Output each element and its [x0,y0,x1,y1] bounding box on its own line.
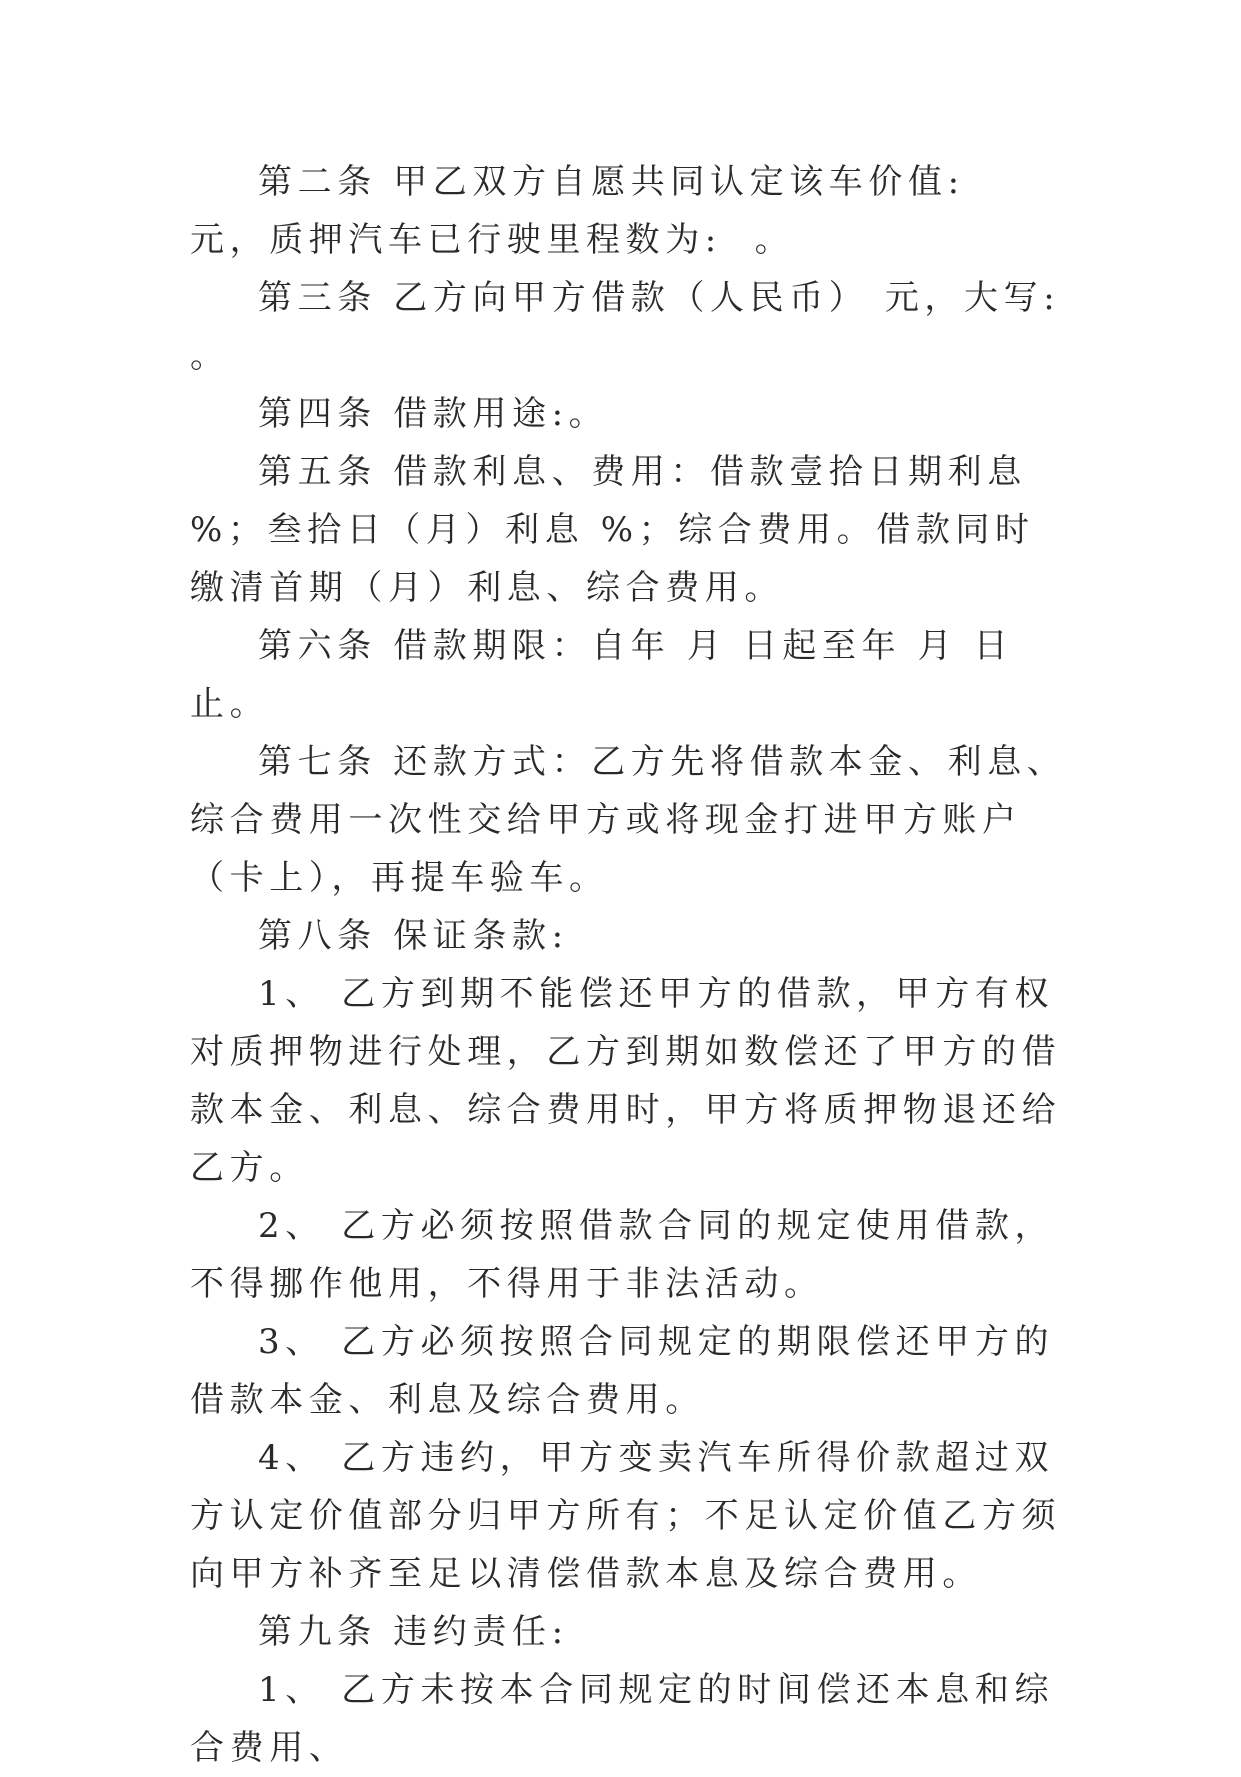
clause-8-item-1: 1、 乙方到期不能偿还甲方的借款，甲方有权对质押物进行处理，乙方到期如数偿还了甲方的借款本金、利息、综合费用时，甲方将质押物退还给乙方。 [190,974,1062,1188]
clause-4-loan-purpose: 第四条 借款用途:。 [258,394,609,434]
clause-8-item-3: 3、 乙方必须按照合同规定的期限偿还甲方的借款本金、利息及综合费用。 [190,1322,1055,1420]
clause-5-interest-fees: 第五条 借款利息、费用：借款壹拾日期利息 %；叁拾日（月）利息 %；综合费用。借款同时缴清首期（月）利息、综合费用。 [190,452,1044,608]
clause-8-item-2: 2、 乙方必须按照借款合同的规定使用借款，不得挪作他用，不得用于非法活动。 [190,1206,1055,1304]
clause-2-vehicle-value: 第二条 甲乙双方自愿共同认定该车价值: 元，质押汽车已行驶里程数为: 。 [190,162,998,260]
clause-9-item-1: 1、 乙方未按本合同规定的时间偿还本息和综合费用、 [190,1670,1055,1768]
clause-7-repayment-method: 第七条 还款方式：乙方先将借款本金、利息、综合费用一次性交给甲方或将现金打进甲方账户（卡上），再提车验车。 [190,742,1067,898]
clause-3-loan-amount: 第三条 乙方向甲方借款（人民币） 元，大写: 。 [190,278,1094,376]
document-body [190,153,1094,1777]
clause-9-liability-heading: 第九条 违约责任: [258,1612,569,1652]
clause-6-loan-term: 第六条 借款期限：自年 月 日起至年 月 日止。 [190,626,1014,724]
clause-8-guarantee-heading: 第八条 保证条款: [258,916,569,956]
clause-8-item-4: 4、 乙方违约，甲方变卖汽车所得价款超过双方认定价值部分归甲方所有；不足认定价值乙方须向甲方补齐至足以清偿借款本息及综合费用。 [190,1438,1062,1594]
